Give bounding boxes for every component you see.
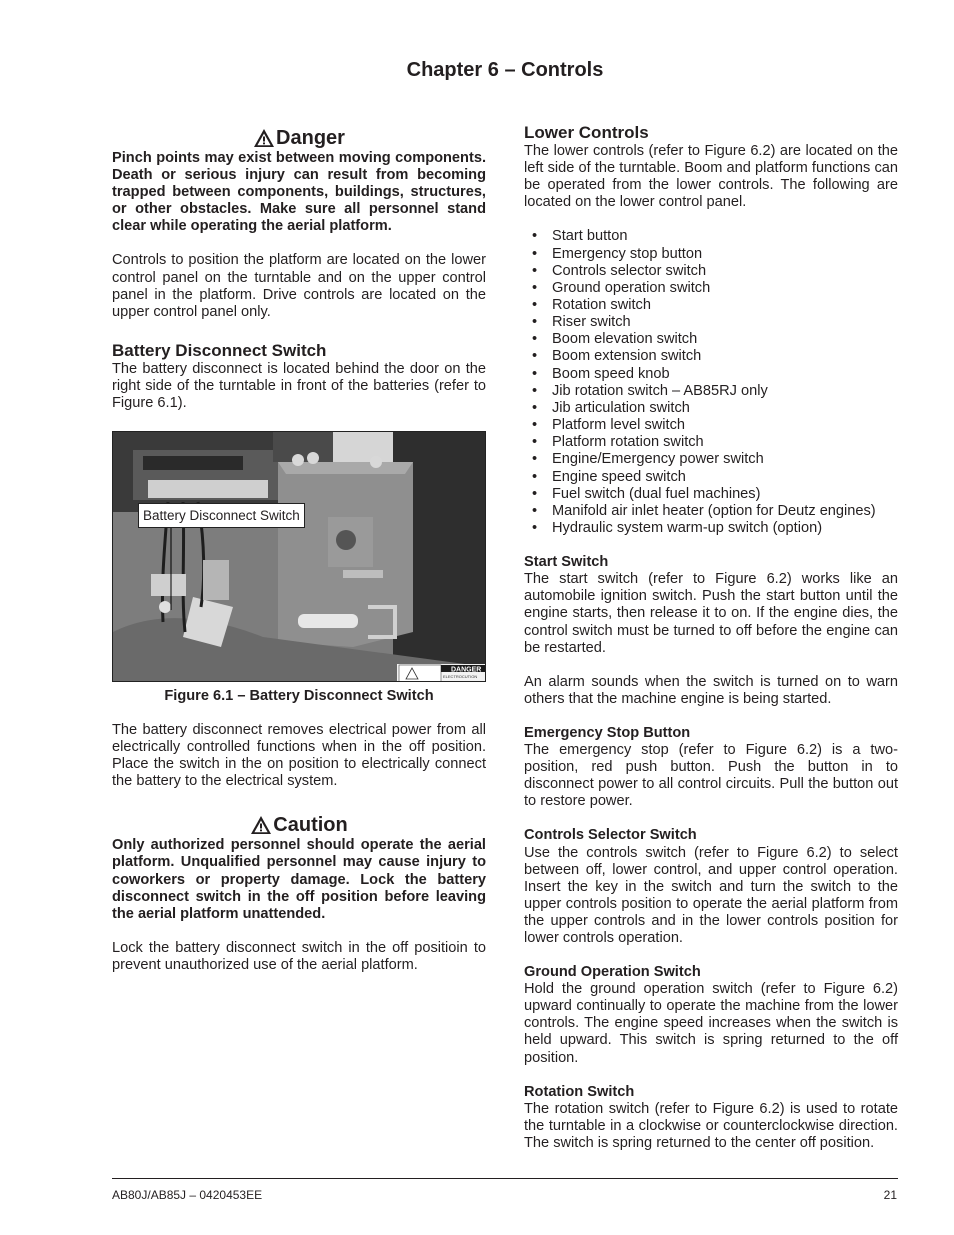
footer-model: AB80J/AB85J – 0420453EE <box>112 1188 263 1202</box>
chapter-title: Chapter 6 – Controls <box>406 59 604 81</box>
list-item: • Riser switch <box>524 314 898 331</box>
figure-caption: Figure 6.1 – Battery Disconnect Switch <box>164 688 434 704</box>
battery-heading: Battery Disconnect Switch <box>112 340 327 360</box>
left-column-lower <box>112 722 486 974</box>
danger-heading <box>112 126 486 150</box>
warning-triangle-icon <box>250 815 272 835</box>
controls-intro: Controls to position the platform are located on the lower control panel on the turntable and on the upper control panel in the platform. Drive controls are located on the upper control panel only. <box>112 252 486 320</box>
caution-text: Only authorized personnel should operate the aerial platform. Unqualified personnel may cause injury to coworkers or property damage. Lock the battery disconnect switch in the off position before leaving the aerial platform unattended. <box>112 837 486 922</box>
start-switch-heading: Start Switch <box>524 554 609 571</box>
caution-heading <box>112 813 486 837</box>
list-item: • Controls selector switch <box>524 263 898 280</box>
lower-controls-heading: Lower Controls <box>524 123 649 142</box>
rotation-text: The rotation switch (refer to Figure 6.2) is used to rotate the turntable in a clockwise or counterclockwise direction. The switch is spring returned to the center off position. <box>524 1100 898 1151</box>
battery-compartment-illustration <box>113 432 486 682</box>
list-item: • Fuel switch (dual fuel machines) <box>524 486 898 503</box>
list-item: • Ground operation switch <box>524 280 898 297</box>
list-item: • Manifold air inlet heater (option for Deutz engines) <box>524 503 898 520</box>
list-item: • Boom extension switch <box>524 348 898 365</box>
alarm-text: An alarm sounds when the switch is turned on to warn others that the machine engine is being started. <box>524 673 898 707</box>
page-number: 21 <box>883 1188 897 1202</box>
danger-heading-text: Danger <box>276 127 345 149</box>
selector-heading: Controls Selector Switch <box>524 827 697 844</box>
lock-text: Lock the battery disconnect switch in the off positioin to prevent unauthorized use of the aerial platform. <box>112 939 486 973</box>
list-item: • Hydraulic system warm-up switch (option) <box>524 520 898 537</box>
list-item: • Jib rotation switch – AB85RJ only <box>524 383 898 400</box>
decal-electrocution-label: ELECTROCUTION <box>443 674 478 679</box>
selector-text: Use the controls switch (refer to Figure 6.2) to select between off, lower control, and upper control operation. Insert the key in the switch and turn the switch to the upper controls position to operate the aerial platform from the upper controls and in the lower controls position for lower controls operation. <box>524 844 898 946</box>
estop-heading: Emergency Stop Button <box>524 724 691 741</box>
list-item: • Platform rotation switch <box>524 434 898 451</box>
estop-text: The emergency stop (refer to Figure 6.2) is a two-position, red push button. Push the button in to disconnect power to all control circuits. Pull the button out to restore power. <box>524 742 898 810</box>
ground-op-text: Hold the ground operation switch (refer to Figure 6.2) upward continually to operate the machine from the lower controls. The engine speed increases when the switch is held upward. This switch is spring returned to the off position. <box>524 981 898 1066</box>
decal-danger-label: DANGER <box>451 666 482 674</box>
rotation-heading: Rotation Switch <box>524 1083 635 1100</box>
list-item: • Start button <box>524 228 898 245</box>
list-item: • Platform level switch <box>524 417 898 434</box>
list-item: • Engine speed switch <box>524 469 898 486</box>
list-item: • Boom elevation switch <box>524 331 898 348</box>
list-item: • Emergency stop button <box>524 246 898 263</box>
list-item: • Boom speed knob <box>524 366 898 383</box>
warning-triangle-icon <box>253 128 275 148</box>
list-item: • Rotation switch <box>524 297 898 314</box>
battery-text-2: The battery disconnect removes electrical power from all electrically controlled functions when in the off position. Place the switch in the on position to electrically connect the battery to the electrical system. <box>112 722 486 790</box>
list-item: • Jib articulation switch <box>524 400 898 417</box>
danger-text: Pinch points may exist between moving components. Death or serious injury can result from becoming trapped between components, buildings, structures, or other obstacles. Make sure all personnel stand clear while operating the aerial platform. <box>112 150 486 235</box>
lower-controls-text: The lower controls (refer to Figure 6.2) are located on the left side of the turntable. Boom and platform functions can be operated from the lower controls. The following are located on the lower control panel. <box>524 143 898 211</box>
figure-battery-disconnect-photo <box>112 431 486 682</box>
left-column <box>112 126 486 412</box>
list-item: • Engine/Emergency power switch <box>524 451 898 468</box>
start-switch-text: The start switch (refer to Figure 6.2) works like an automobile ignition switch. Push the start button until the engine starts, then release it to on. If the engine dies, the control switch must be turned to off before the engine can be restarted. <box>524 571 898 656</box>
right-column <box>524 123 898 1152</box>
caution-heading-text: Caution <box>273 814 348 837</box>
footer-divider <box>112 1178 898 1179</box>
lower-controls-list <box>524 228 898 537</box>
ground-op-heading: Ground Operation Switch <box>524 964 701 981</box>
figure-callout-label: Battery Disconnect Switch <box>138 503 305 528</box>
battery-text: The battery disconnect is located behind the door on the right side of the turntable in front of the batteries (refer to Figure 6.1). <box>112 360 486 412</box>
